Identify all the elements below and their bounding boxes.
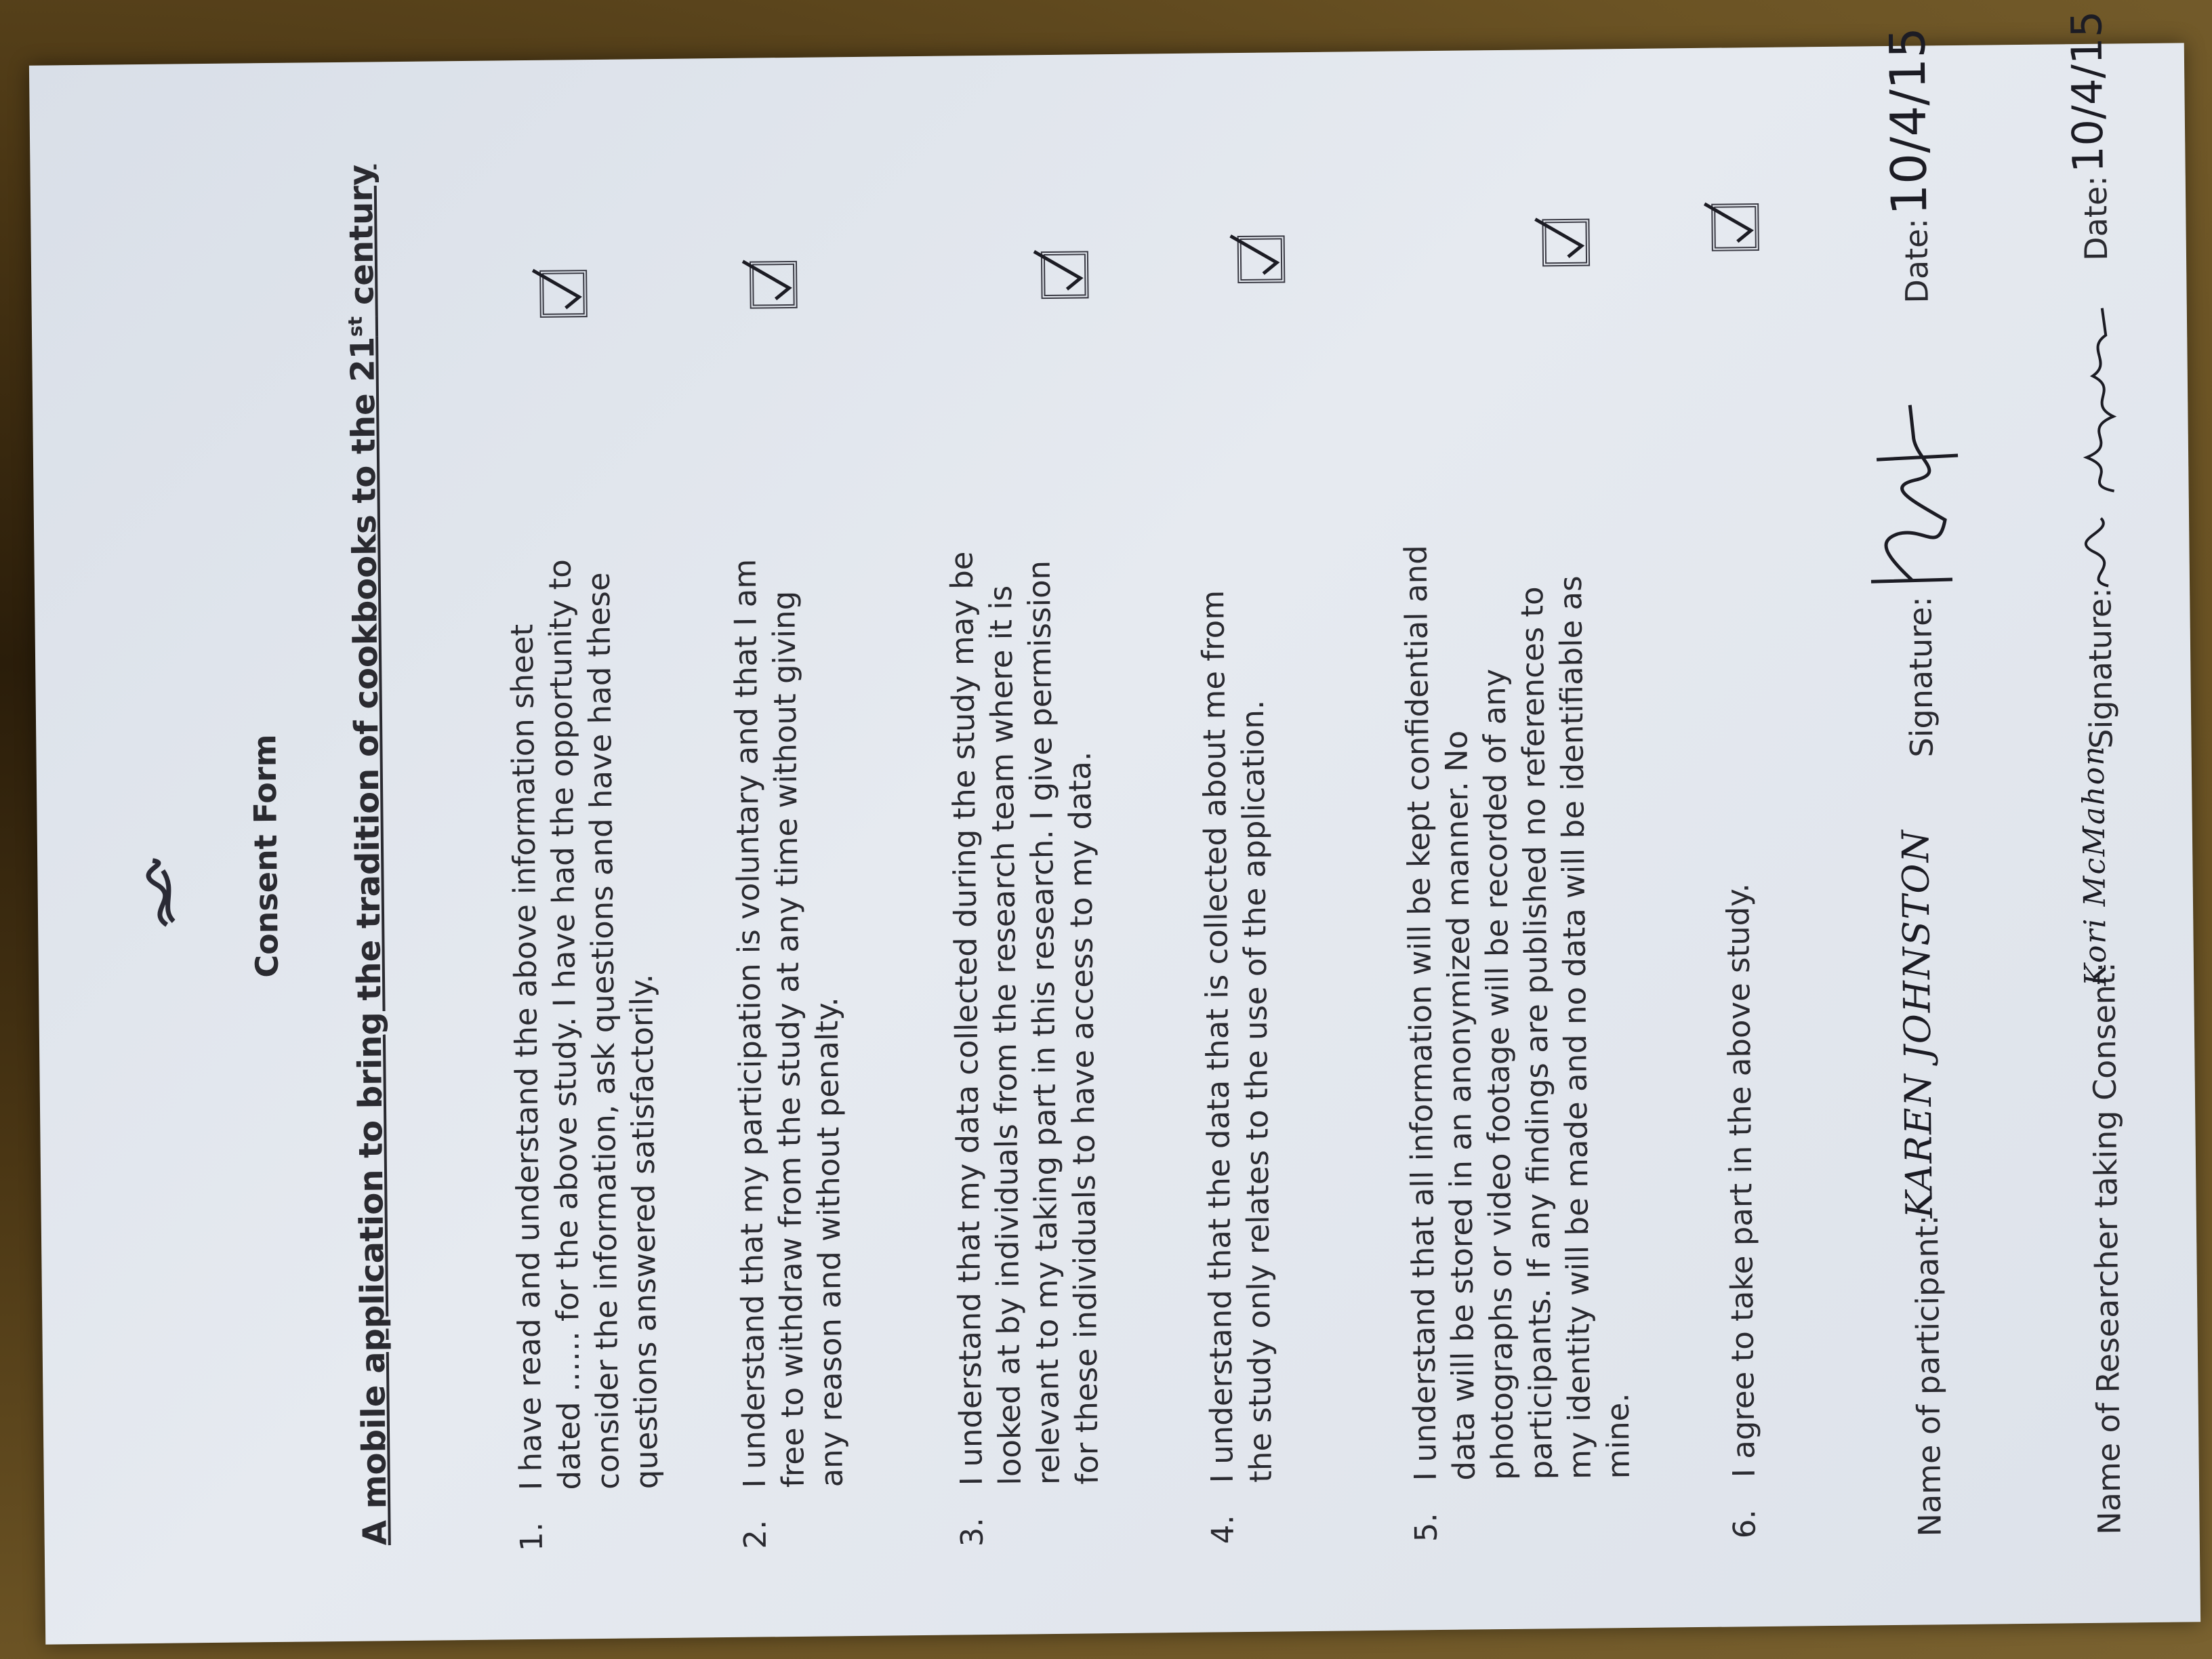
checkmark-icon [1698, 183, 1766, 251]
researcher-name-value: Kori McMahon [2076, 745, 2114, 987]
item-2-checkbox[interactable] [750, 261, 798, 309]
subtitle-end: century [342, 164, 382, 317]
item-3-checkbox[interactable] [1041, 251, 1089, 299]
form-heading: Consent Form [246, 734, 286, 979]
item-number: 4. [1204, 1515, 1241, 1544]
participant-signature [1856, 391, 1966, 596]
item-number: 6. [1726, 1509, 1763, 1539]
researcher-date-value: 10/4/15 [2062, 10, 2113, 173]
item-text: I have read and understand the above information sheet dated …… for the above study. I have had the opportunity to consider the information, ask questions and have had these questions answered satisfactorily. [504, 558, 665, 1491]
checkmark-icon [1027, 230, 1096, 299]
item-5-checkbox[interactable] [1542, 219, 1590, 267]
checkmark-icon [1223, 215, 1292, 283]
participant-row [1908, 1215, 1948, 1537]
scribble-mark [139, 857, 187, 932]
checkmark-icon [526, 249, 594, 318]
item-number: 2. [737, 1519, 773, 1549]
researcher-signature-label: Signature: [2081, 588, 2120, 750]
item-text: I agree to take part in the above study. [1719, 882, 1762, 1478]
item-text: I understand that my data collected during the study may be looked at by individuals from the research team where it is relevant to my taking part in this research. I give permission for these individuals to have access to my data. [943, 551, 1105, 1486]
checkmark-icon [1528, 199, 1597, 267]
item-text: I understand that the data that is collected about me from the study only relates to the use of the application. [1195, 590, 1279, 1483]
item-1-checkbox[interactable] [539, 270, 588, 318]
consent-form-sheet [29, 10, 2200, 1644]
item-number: 5. [1408, 1513, 1444, 1542]
subtitle-text: A mobile application to bring the tradition of cookbooks to the 21 [344, 336, 394, 1546]
item-6-checkbox[interactable] [1711, 203, 1759, 251]
consent-item-6 [1715, 536, 1763, 1539]
form-subtitle [341, 75, 395, 1634]
consent-item-2 [725, 546, 850, 1549]
researcher-date-label: Date: [2076, 176, 2115, 262]
checkmark-icon [736, 241, 804, 309]
researcher-signature [2058, 301, 2135, 593]
item-text: I understand that my participation is voluntary and that I am free to withdraw from the study at any time without giving any reason and without penalty. [726, 558, 850, 1488]
item-number: 1. [513, 1521, 550, 1552]
participant-name-label: Name of participant: [1908, 1214, 1948, 1537]
item-4-checkbox[interactable] [1237, 235, 1286, 283]
consent-item-3 [942, 544, 1105, 1547]
participant-date-value: 10/4/15 [1879, 26, 1938, 216]
consent-item-1 [501, 548, 665, 1552]
consent-item-4 [1193, 541, 1279, 1544]
item-text: I understand that all information will be kept confidential and data will be stored in an anonymized manner. No photographs or video footage will be recorded of any participants. If any findings are published no references to my identity will be made and no data will be identifiable as mine. [1397, 545, 1637, 1481]
participant-signature-label: Signature: [1902, 596, 1940, 758]
researcher-name-label: Name of Researcher taking Consent: [2085, 962, 2128, 1535]
consent-item-5 [1396, 539, 1637, 1542]
form-content [36, 10, 2194, 1638]
subtitle-superscript: st [344, 316, 367, 337]
participant-name-value: KAREN JOHNSTON [1893, 828, 1941, 1218]
participant-date-label: Date: [1898, 218, 1936, 304]
item-number: 3. [954, 1517, 990, 1547]
researcher-row [2085, 962, 2128, 1535]
